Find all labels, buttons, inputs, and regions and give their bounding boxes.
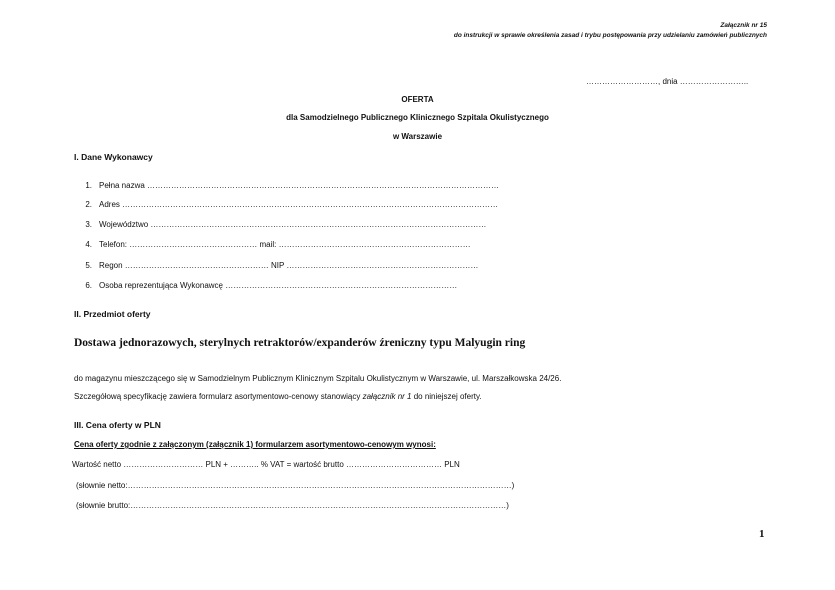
list-item-text: Pełna nazwa ……………………………………………………………………………………………………………………	[99, 181, 500, 190]
list-item-text: Regon ……………………………………………… NIP ………………………………………………………………	[99, 261, 479, 270]
page-number: 1	[759, 528, 765, 540]
order-subject: Dostawa jednorazowych, sterylnych retraktorów/expanderów źreniczny typu Malyugin ring	[74, 337, 526, 349]
section-heading-contractor: I. Dane Wykonawcy	[74, 152, 153, 162]
list-item	[74, 261, 478, 270]
price-net-gross-line: Wartość netto ………………………… PLN + ……….. % VAT = wartość brutto ……………………………… PLN	[72, 460, 460, 469]
list-item-number: 6.	[85, 281, 92, 290]
price-statement: Cena oferty zgodnie z załączonym (załącznik 1) formularzem asortymentowo-cenowym wynosi:	[74, 440, 436, 449]
net-in-words-line: (słownie netto:………………………………………………………………………………………………………………………………)	[76, 481, 515, 490]
annex-reference: załącznik nr 1	[362, 392, 412, 401]
list-item	[74, 240, 471, 249]
list-item	[74, 200, 498, 209]
gross-in-words-line: (słownie brutto:……………………………………………………………………………………………………………………………)	[76, 501, 509, 510]
specification-text: Szczegółową specyfikację zawiera formularz asortymentowo-cenowy stanowiący	[74, 392, 363, 401]
list-item-number: 5.	[85, 261, 92, 270]
list-item-text: Telefon: ………………………………………… mail: ………………………………………………………………	[99, 240, 471, 249]
section-heading-subject: II. Przedmiot oferty	[74, 309, 151, 319]
list-item-number: 3.	[85, 220, 92, 229]
document-title: OFERTA	[401, 95, 434, 104]
annex-subtitle: do instrukcji w sprawie określenia zasad i trybu postępowania przy udzielaniu zamówień publicznych	[453, 32, 767, 39]
annex-number: Załącznik nr 15	[720, 22, 767, 29]
list-item-text: Osoba reprezentująca Wykonawcę ……………………………………………………………………………	[99, 281, 458, 290]
specification-text-end: do niniejszej oferty.	[411, 392, 482, 401]
list-item	[74, 181, 499, 190]
date-line: ………………………, dnia ……………………..	[586, 77, 749, 86]
delivery-location: do magazynu mieszczącego się w Samodzielnym Publicznym Klinicznym Szpitalu Okulistycznym w Warszawie, ul. Marszałkowska 24/26.	[74, 374, 562, 383]
list-item-text: Województwo ………………………………………………………………………………………………………………	[99, 220, 487, 229]
document-recipient: dla Samodzielnego Publicznego Klinicznego Szpitala Okulistycznego	[286, 113, 549, 122]
list-item-number: 1.	[85, 181, 92, 190]
list-item-number: 4.	[85, 240, 92, 249]
specification-note	[74, 392, 482, 401]
list-item	[74, 220, 486, 229]
document-recipient-city: w Warszawie	[392, 132, 443, 141]
section-heading-price: III. Cena oferty w PLN	[74, 420, 161, 430]
list-item-number: 2.	[85, 200, 92, 209]
list-item-text: Adres ……………………………………………………………………………………………………………………………	[99, 200, 499, 209]
list-item	[74, 281, 457, 290]
